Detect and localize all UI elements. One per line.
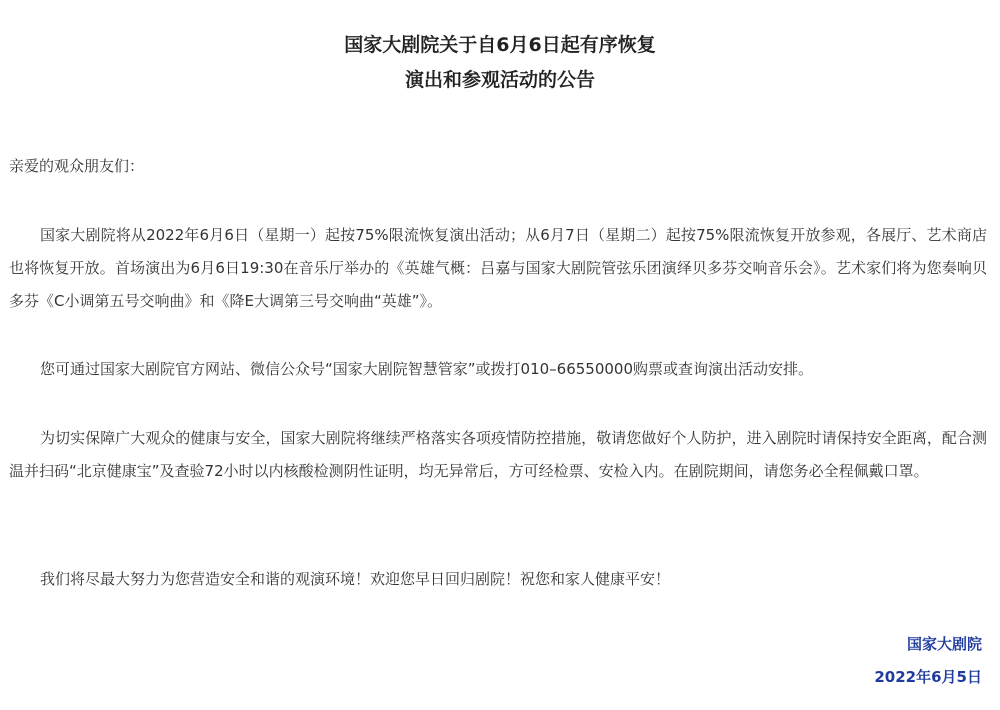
paragraph-tickets: 您可通过国家大剧院官方网站、微信公众号“国家大剧院智慧管家”或拨打010–66550000购票或查询演出活动安排。 [40,360,814,378]
paragraph-closing: 我们将尽最大努力为您营造安全和谐的观演环境！欢迎您早日回归剧院！祝您和家人健康平安！ [40,570,671,588]
signature-org: 国家大剧院 [906,635,982,653]
paragraph-safety: 为切实保障广大观众的健康与安全，国家大剧院将继续严格落实各项疫情防控措施，敬请您做好个人防护，进入剧院时请保持安全距离，配合测温并扫码“北京健康宝”及查验72小时以内核酸检测阴性证明，均无异常后，方可经检票、安检入内。在剧院期间，请您务必全程佩戴口罩。 [9,429,987,480]
greeting: 亲爱的观众朋友们： [9,157,145,175]
page-title-line-1: 国家大剧院关于自6月6日起有序恢复 [344,34,656,56]
paragraph-reopening: 国家大剧院将从2022年6月6日（星期一）起按75%限流恢复演出活动；从6月7日（星期二）起按75%限流恢复开放参观，各展厅、艺术商店也将恢复开放。首场演出为6月6日19:30在音乐厅举办的《英雄气概：吕嘉与国家大剧院管弦乐团演绎贝多芬交响音乐会》。艺术家们将为您奏响贝多芬《C小调第五号交响曲》和《降E大调第三号交响曲“英雄”》。 [9,226,987,310]
signature-date: 2022年6月5日 [874,668,982,686]
page-title-line-2: 演出和参观活动的公告 [404,69,595,91]
